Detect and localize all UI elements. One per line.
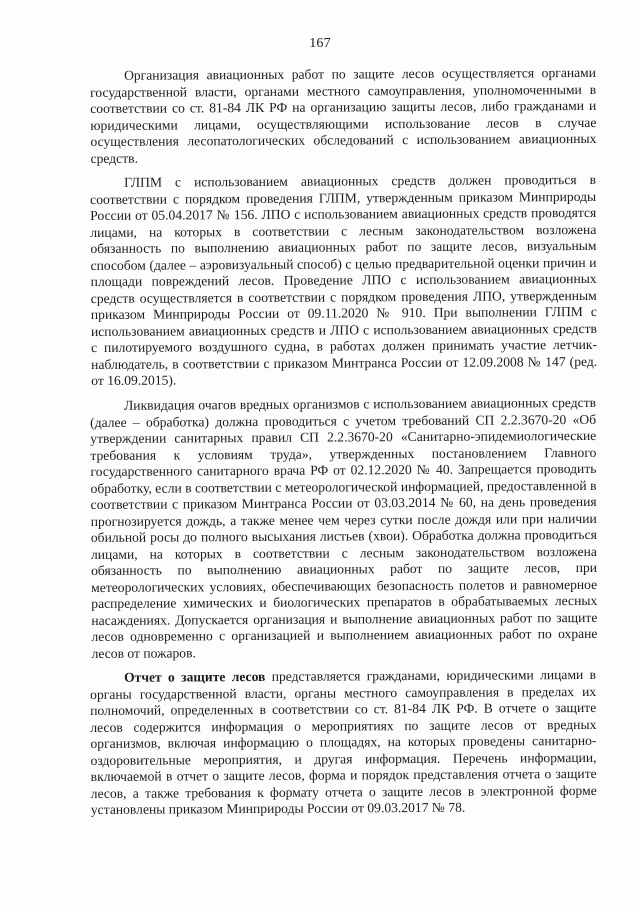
paragraph-aviation-work-organization (90, 65, 597, 167)
paragraph-text: представляется гражданами, юридическими лицами в органы государственной власти, органы местного самоуправления в пределах их полномочий, определенных в соответствии со ст. 81-84 ЛК РФ. В отчете о защите лесов содержится информация о мероприятиях по защите лесов от вредных организмов, включая информацию о площадях, на которых проведены санитарно-оздоровительные мероприятия, и другая информация. Перечень информации, включаемой в отчет о защите лесов, форма и порядок представления отчета о защите лесов, а также требования к формату отчета о защите лесов в электронной форме установлены приказом Минприроды России от 09.03.2017 № 78. (90, 666, 597, 817)
paragraph-glpm-requirements (90, 172, 597, 390)
report-heading-lead: Отчет о защите лесов (123, 668, 266, 685)
paragraph-text: ГЛПМ с использованием авиационных средств должен проводиться в соответствии с порядком проведения ГЛПМ, утвержденным приказом Минприроды России от 05.04.2017 № 156. ЛПО с использованием авиационных средств проводятся лицами, на которых в соответствии с лесным законодательством возложена обязанность по выполнению авиационных работ по защите лесов, визуальным способом (далее – аэровизуальный способ) с целью предварительной оценки причин и площади повреждений лесов. Проведение ЛПО с использованием авиационных средств осуществляется в соответствии с порядком проведения ЛПО, утвержденным приказом Минприроды России от 09.11.2020 № 910. При выполнении ГЛПМ с использованием авиационных средств и ЛПО с использованием авиационных средств с пилотируемого воздушного судна, в работах должен принимать участие летчик-наблюдатель, в соответствии с приказом Минтранса России от 12.09.2008 № 147 (ред. от 16.09.2015). (90, 171, 598, 388)
paragraph-text: Ликвидация очагов вредных организмов с использованием авиационных средств (далее – обработка) должна проводиться с учетом требований СП 2.2.3670-20 «Об утверждении санитарных правил СП 2.2.3670-20 «Санитарно-эпидемиологические требования к условиям труда», утвержденных постановлением Главного государственного санитарного врача РФ от 02.12.2020 № 40. Запрещается проводить обработку, если в соответствии с метеорологической информацией, предоставленной в соответствии с приказом Минтранса России от 03.03.2014 № 60, на день проведения прогнозируется дождь, а также менее чем через сутки после дождя или при наличии обильной росы до полного высыхания листьев (хвои). Обработка должна проводиться лицами, на которых в соответствии с лесным законодательством возложена обязанность по выполнению авиационных работ по защите лесов, при метеорологических условиях, обеспечивающих безопасность полетов и равномерное распределение химических и биологических препаратов в обрабатываемых лесных насаждениях. Допускается организация и выполнение авиационных работ по защите лесов одновременно с организацией и выполнением авиационных работ по охране лесов от пожаров. (90, 394, 598, 660)
document-body (90, 64, 598, 818)
page-number: 167 (309, 36, 331, 51)
paragraph-text: Организация авиационных работ по защите лесов осуществляется органами государственной власти, органами местного самоуправления, уполномоченными в соответствии со ст. 81-84 ЛК РФ на организацию защиты лесов, либо гражданами и юридическими лицами, осуществляющими использование лесов в случае осуществления лесопатологических обследований с использованием авиационных средств. (90, 64, 597, 166)
paragraph-forest-protection-report (90, 666, 597, 818)
paragraph-pest-elimination (90, 394, 598, 661)
